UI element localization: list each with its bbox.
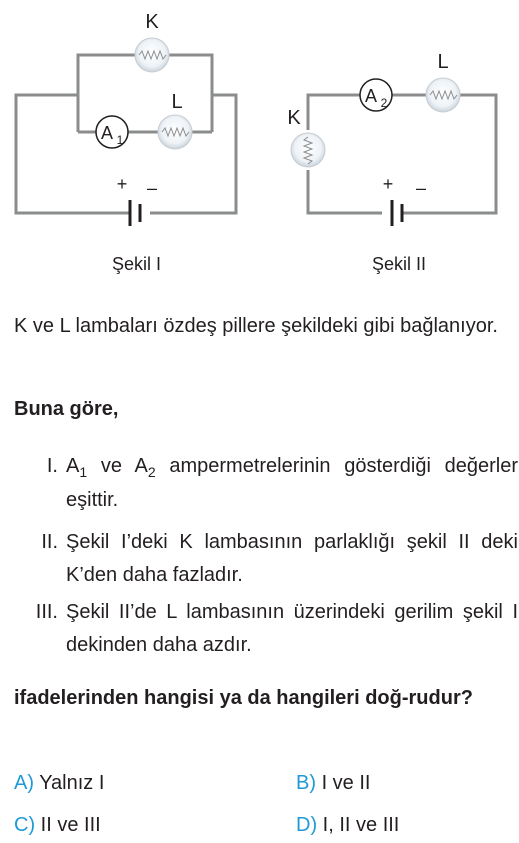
battery-figure2 (392, 200, 402, 226)
lamp-l-figure2 (426, 78, 460, 112)
lamp-k-figure2 (291, 133, 325, 167)
statement-number: II. (41, 531, 58, 553)
ammeter-a2 (360, 79, 392, 111)
svg-text:A: A (364, 86, 378, 106)
battery-figure1 (130, 200, 140, 226)
svg-text:1: 1 (116, 133, 124, 147)
circuit-figures (0, 0, 519, 300)
battery-minus-figure1: – (146, 178, 158, 198)
statement-text: $A_1$ ve $A_2$ ampermetrelerinin gösterdiği değerler eşittir. (66, 455, 518, 511)
option-b[interactable] (296, 772, 370, 795)
figure2-caption: Şekil II (372, 254, 427, 274)
battery-plus-figure1: + (116, 174, 128, 194)
lamp-l-figure1 (158, 115, 192, 149)
option-letter: B) (296, 772, 316, 794)
battery-plus-figure2: + (382, 174, 394, 194)
option-text: I, II ve III (322, 814, 400, 836)
statement-number: III. (35, 601, 58, 623)
lamp-l-label-figure1: L (171, 91, 183, 113)
ammeter-a1 (96, 116, 128, 148)
lamp-l-label-figure2: L (437, 51, 449, 73)
question-intro: K ve L lambaları özdeş pillere şekildeki gibi bağlanıyor. (14, 315, 498, 337)
option-c[interactable] (14, 814, 101, 837)
option-text: Yalnız I (39, 772, 105, 794)
option-letter: A) (14, 772, 34, 794)
lamp-k-label-figure2: K (287, 107, 301, 129)
option-letter: C) (14, 814, 36, 836)
battery-minus-figure2: – (415, 178, 427, 198)
question-lead: Buna göre, (14, 398, 119, 420)
statement-number: I. (46, 455, 58, 477)
statement-text: Şekil II’de L lambasının üzerindeki gerilim şekil I dekinden daha azdır. (66, 601, 518, 656)
lamp-k-figure1 (135, 38, 169, 72)
option-text: I ve II (321, 772, 371, 794)
lamp-k-label-figure1: K (145, 11, 159, 33)
statement-text: Şekil I’deki K lambasının parlaklığı şekil II deki K’den daha fazladır. (66, 531, 518, 586)
option-letter: D) (296, 814, 318, 836)
option-d[interactable] (296, 814, 399, 837)
svg-text:A: A (100, 123, 114, 143)
option-text: II ve III (40, 814, 101, 836)
option-a[interactable] (14, 772, 104, 795)
svg-text:2: 2 (380, 96, 388, 110)
circuit-figure-2 (308, 95, 496, 213)
question-prompt: ifadelerinden hangisi ya da hangileri doğ-rudur? (14, 687, 473, 709)
figure1-caption: Şekil I (112, 254, 162, 274)
